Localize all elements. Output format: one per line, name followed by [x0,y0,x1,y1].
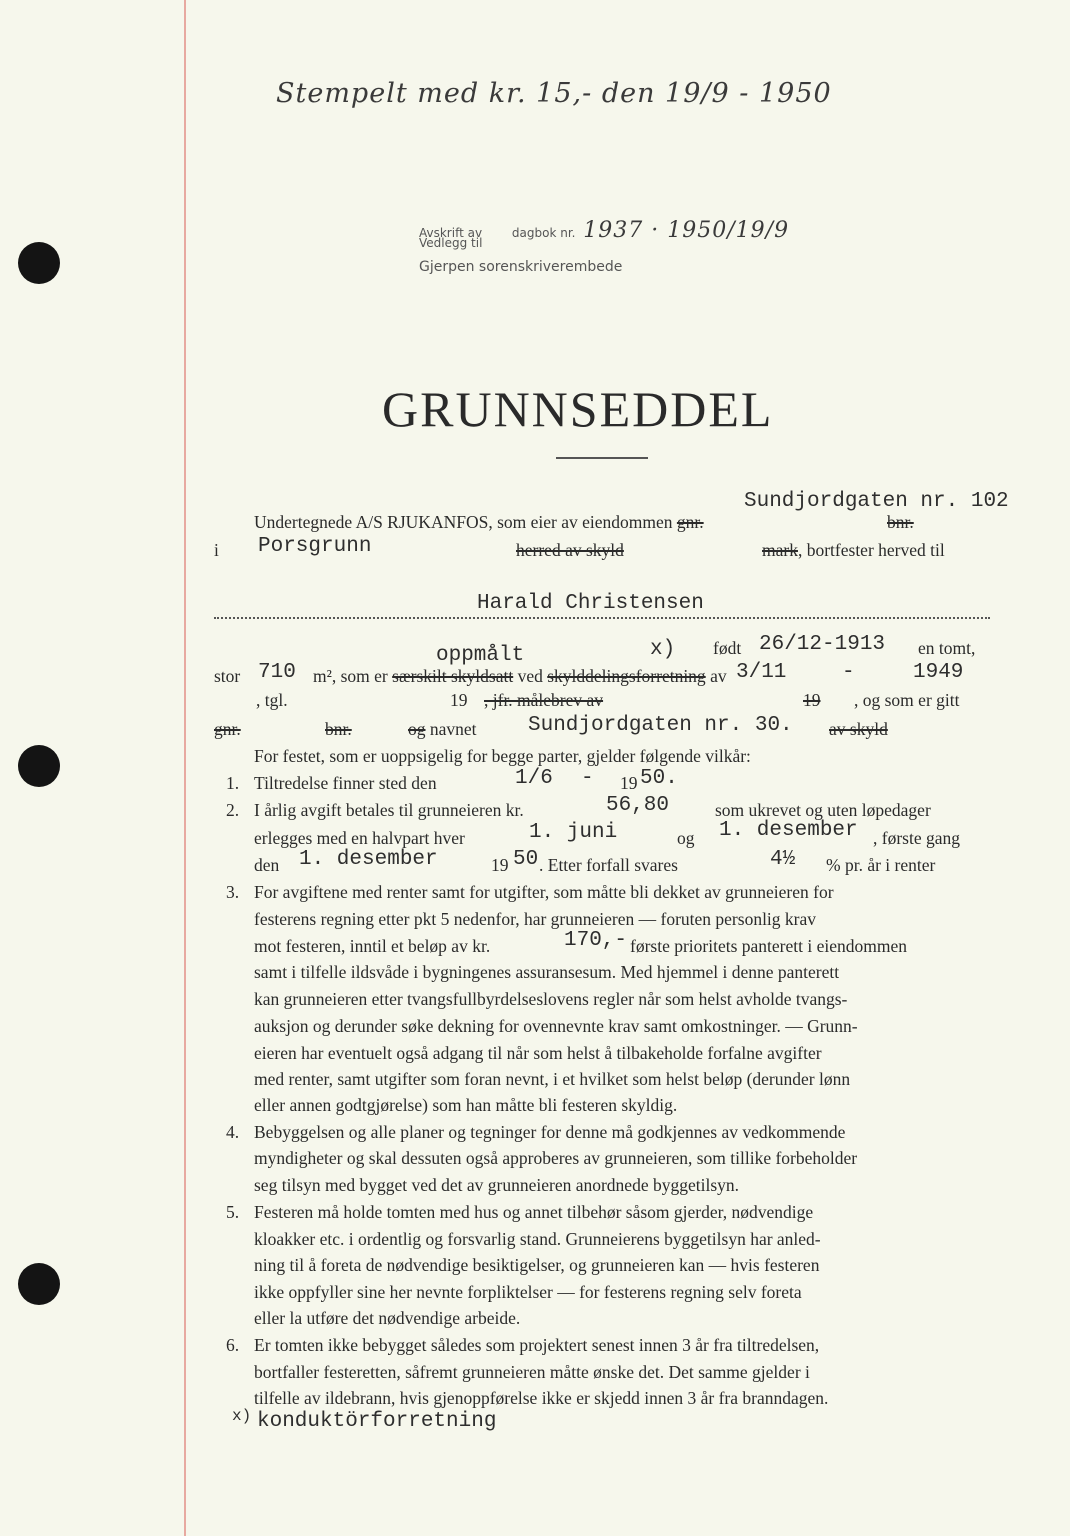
condition-6-number: 6. [226,1335,240,1355]
struck-saerskilt: særskilt skyldsatt [392,666,514,686]
condition-4-line2: myndigheter og skal dessuten også approberes av grunneieren, som tillike forbeholder [254,1148,858,1168]
struck-gnr: gnr. [676,512,704,532]
condition-2-line3b: . Etter forfall svares [539,855,678,875]
condition-2-line2a: erlegges med en halvpart hver [254,828,465,848]
condition-3-line3a: mot festeren, inntil et beløp av kr. [254,936,491,956]
punch-hole-bottom [18,1263,60,1305]
text-19: 19 [450,690,468,710]
condition-2-line1a: I årlig avgift betales til grunneieren kr. [254,800,524,820]
text-fodt: født [713,638,742,658]
street-name: Sundjordgaten nr. 30. [528,714,793,737]
text-tgl: , tgl. [256,690,288,710]
lessee-dotted-line [214,617,990,619]
stamp-court-name: Gjerpen sorenskriverembede [419,259,623,275]
struck-bnr-2: bnr. [325,719,352,739]
condition-3-line9: eller annen godtgjørelse) som han måtte bli festeren skyldig. [254,1095,678,1115]
text-bortfester: , bortfester herved til [797,540,945,560]
document-title: GRUNNSEDDEL [382,381,774,437]
title-underline [556,457,648,459]
condition-5-line2: kloakker etc. i ordentlig og forsvarlig stand. Grunneierens byggetilsyn har anled- [254,1229,821,1249]
text-ved: ved [517,666,543,686]
text-stor: stor [214,666,241,686]
footnote-mark: x) [232,1407,252,1425]
condition-3-line2: festerens regning etter pkt 5 nedenfor, har grunneieren — foruten personlig krav [254,909,817,929]
condition-6-line3: tilfelle av ildebrann, hvis gjenoppførelse ikke er skjedd innen 3 år fra branndagen. [254,1388,829,1408]
text-som-eier: , som eier av eiendommen [488,512,673,532]
text-og-navnet [408,719,477,740]
area-value: 710 [258,661,296,684]
intro-line-4 [313,666,727,687]
condition-1-dash: - [581,767,594,790]
red-margin-line [184,0,186,1536]
condition-1-year: 50. [640,767,678,790]
condition-5-line3: ning til å foreta de nødvendige besiktigelser, og grunneieren kan — hvis festeren [254,1255,820,1275]
survey-date: 3/11 [736,661,787,684]
condition-1-text: Tiltredelse finner sted den [254,773,437,793]
condition-2-og: og [677,828,695,848]
condition-4-line1: Bebyggelsen og alle planer og tegninger for denne må godkjennes av vedkommende [254,1122,846,1142]
conditions-intro: For festet, som er uoppsigelig for begge parter, gjelder følgende vilkår: [254,746,751,766]
struck-19: 19 [803,690,821,710]
survey-dash: - [842,661,855,684]
condition-3-line5: kan grunneieren etter tvangsfullbyrdelseslovens regler når som helst avholde tvangs- [254,989,848,1009]
condition-2-line2b: , første gang [873,828,960,848]
text-m2: m², som er [313,666,388,686]
text-navnet: navnet [429,719,477,739]
condition-5-line1: Festeren må holde tomten med hus og annet tilbehør såsom gjerder, nødvendige [254,1202,814,1222]
condition-2-line3c: % pr. år i renter [826,855,936,875]
struck-gnr-2: gnr. [214,719,241,739]
first-payment-date: 1. desember [299,848,438,871]
struck-av-skyld: av skyld [829,719,888,739]
mortgage-amount: 170,- [564,929,628,952]
survey-year: 1949 [913,661,964,684]
condition-1-number: 1. [226,773,240,793]
condition-6-line2: bortfaller festeretten, såfremt grunneieren måtte ønske det. Det samme gjelder i [254,1362,810,1382]
birthdate: 26/12-1913 [759,633,886,656]
condition-3-line1: For avgiftene med renter samt for utgifter, som måtte bli dekket av grunneieren for [254,882,834,902]
struck-og: og [408,719,426,739]
condition-3-line7: eieren har eventuelt også adgang til når som helst å tilbakeholde forfalne avgifter [254,1043,822,1063]
condition-2-den: den [254,855,280,875]
condition-3-line8: med renter, samt utgifter som foran nevnt, i et hvilket som helst beløp (derunder lønn [254,1069,851,1089]
struck-herred: herred av skyld [516,540,624,560]
text-en-tomt: en tomt, [918,638,976,658]
footnote-text: konduktörforretning [257,1410,497,1433]
footnote-mark-x: x) [650,638,676,661]
handwritten-stamp-note: Stempelt med kr. 15,- den 19/9 - 1950 [276,78,832,109]
struck-jfr [484,690,603,711]
text-av: av [710,666,727,686]
condition-2-line1b: som ukrevet og uten løpedager [715,800,931,820]
condition-2-number: 2. [226,800,240,820]
intro-line-1 [254,512,704,533]
payment-date-2: 1. desember [719,819,858,842]
condition-4-line3: seg tilsyn med bygget ved det av grunneieren anordnede byggetilsyn. [254,1175,740,1195]
punch-hole-middle [18,745,60,787]
payment-date-1: 1. juni [529,821,618,844]
text-oppmalt: oppmålt [436,644,525,667]
lessor-company: A/S RJUKANFOS [355,512,489,532]
interest-rate: 4½ [770,848,796,871]
condition-1-year-prefix: 19 [620,773,638,793]
city: Porsgrunn [258,535,372,558]
text-undertegnede: Undertegnede [254,512,353,532]
intro-bortfester [762,540,945,561]
condition-3-line6: auksjon og derunder søke dekning for ovennevnte krav samt omkostninger. — Grunn- [254,1016,858,1036]
text-og-som: , og som er gitt [854,690,960,710]
condition-1-date: 1/6 [515,767,553,790]
struck-mark: mark [762,540,798,560]
text-i: i [214,540,219,560]
condition-5-line4: ikke oppfyller sine her nevnte forpliktelser — for festerens regning selv foreta [254,1282,802,1302]
condition-3-number: 3. [226,882,240,902]
struck-malebrev: , jfr. målebrev av [484,690,604,710]
annual-fee: 56,80 [606,794,670,817]
condition-2-year: 50 [513,848,539,871]
condition-3-line3b: første prioritets panterett i eiendommen [630,936,907,956]
condition-3-line4: samt i tilfelle ildsvåde i bygningenes assuransesum. Med hjemmel i denne panterett [254,962,840,982]
condition-5-line5: eller la utføre det nødvendige arbeide. [254,1308,521,1328]
stamp-dagbok-number: 1937 · 1950/19/9 [583,218,790,243]
condition-2-year-prefix: 19 [491,855,509,875]
lessee-name: Harald Christensen [477,592,704,615]
condition-4-number: 4. [226,1122,240,1142]
stamp-avskrift: Avskrift av [419,226,483,240]
struck-skylddeling: skylddelingsforretning [547,666,706,686]
stamp-dagbok: dagbok nr. [511,226,576,240]
stamp-vedlegg: Vedlegg til [419,236,483,250]
condition-6-line1: Er tomten ikke bebygget således som projektert senest innen 3 år fra tiltredelsen, [254,1335,820,1355]
punch-hole-top [18,242,60,284]
struck-bnr: bnr. [887,512,914,532]
property-address: Sundjordgaten nr. 102 [744,490,1009,513]
condition-5-number: 5. [226,1202,240,1222]
